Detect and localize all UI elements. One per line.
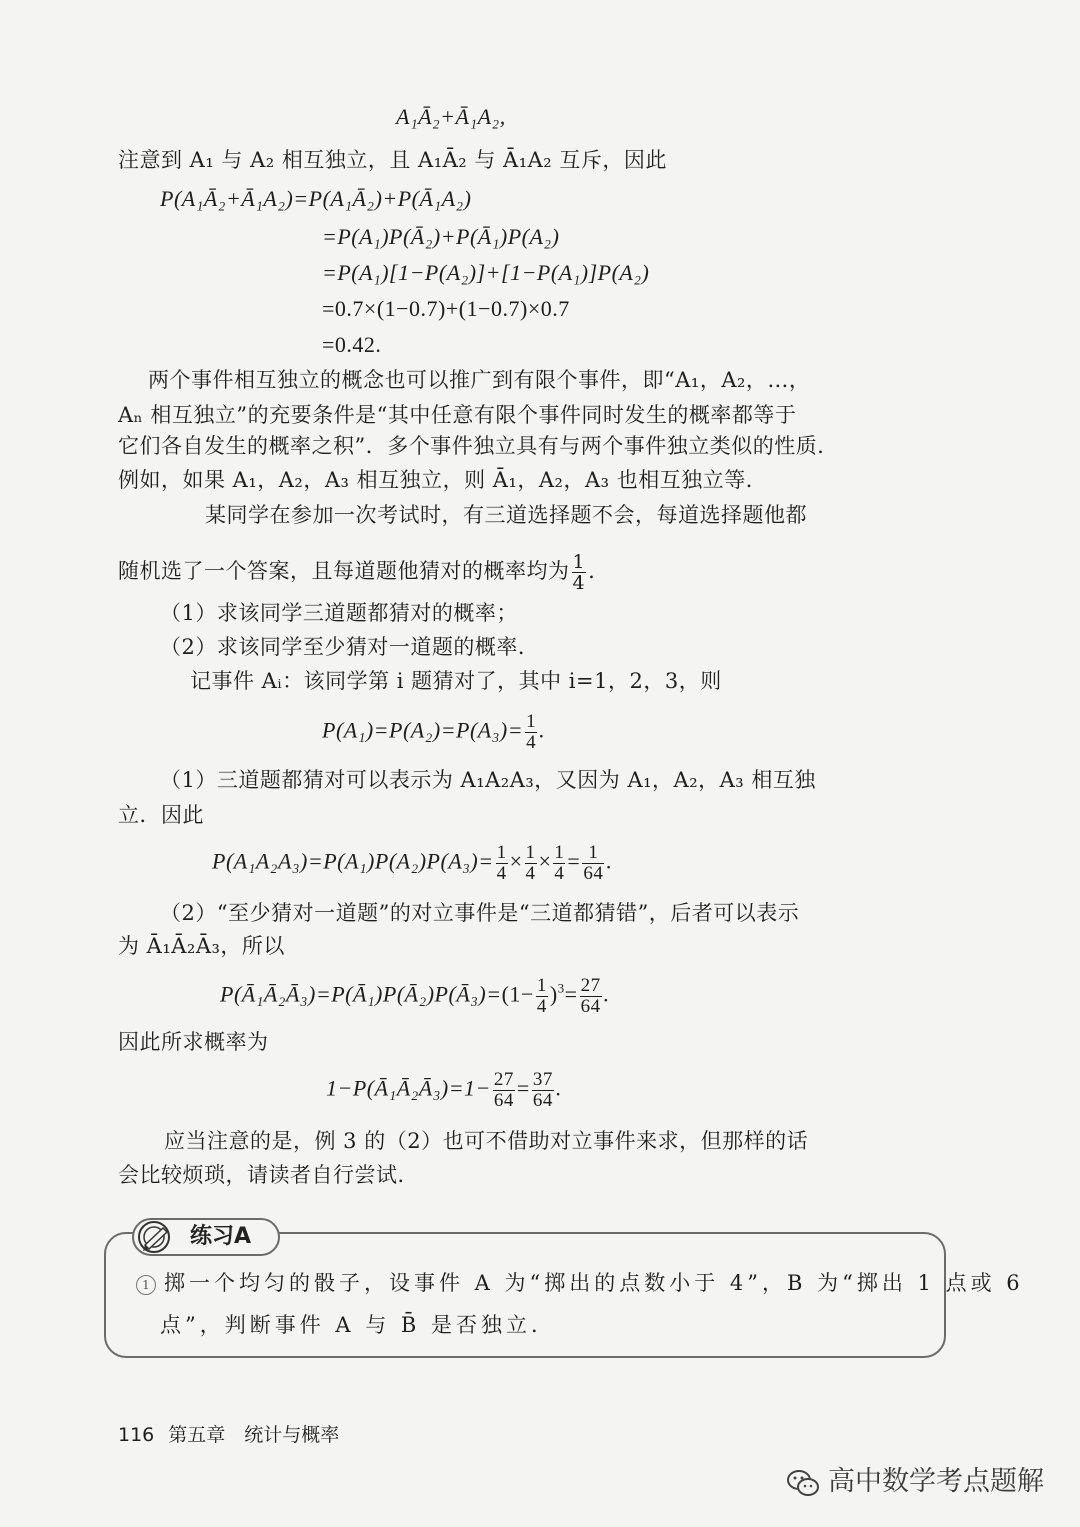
fraction-denominator: 4: [536, 996, 547, 1017]
paragraph-line: 两个事件相互独立的概念也可以推广到有限个事件，即“A₁，A₂，…，: [148, 368, 811, 392]
pencil-circle-icon: [136, 1219, 176, 1255]
chapter-title: 第五章 统计与概率: [168, 1424, 340, 1446]
fraction-denominator: 4: [554, 863, 565, 884]
math-equation-part: P(A₁)=P(A₂)=P(A₃)=: [322, 717, 524, 743]
fraction-denominator: 64: [583, 863, 604, 884]
solution-text: （2）“至少猜对一道题”的对立事件是“三道都猜错”，后者可以表示: [160, 901, 800, 925]
fraction-denominator: 4: [526, 732, 537, 753]
note-text: 会比较烦琐，请读者自行尝试．: [118, 1163, 419, 1187]
fraction: [536, 976, 548, 1017]
math-equation: P(A₁)=P(A₂)=P(A₃)= $\frac{1}{4}$ .: [322, 711, 546, 753]
question-item: （1）求该同学三道题都猜对的概率；: [160, 601, 518, 625]
example-text: 某同学在参加一次考试时，有三道选择题不会，每道选择题他都: [205, 503, 807, 527]
paragraph-line: Aₙ 相互独立”的充要条件是“其中任意有限个事件同时发生的概率都等于: [118, 403, 797, 427]
solution-text: （1）三道题都猜对可以表示为 A₁A₂A₃，又因为 A₁，A₂，A₃ 相互独: [160, 768, 816, 792]
fraction-numerator: 1: [496, 842, 507, 863]
math-equation: P(A₁Ā₂+Ā₁A₂)=P(A₁Ā₂)+P(Ā₁A₂): [160, 186, 472, 211]
math-equation-part: 1−P(Ā₁Ā₂Ā₃)=1−: [326, 1075, 491, 1101]
example-text-part: 随机选了一个答案，且每道题他猜对的概率均为: [118, 559, 570, 583]
fraction: [496, 843, 508, 884]
solution-text: 记事件 Aᵢ：该同学第 i 题猜对了，其中 i=1，2，3，则: [190, 669, 722, 693]
math-equation: =P(A₁)P(Ā₂)+P(Ā₁)P(A₂): [322, 224, 560, 249]
math-equation: 1−P(Ā₁Ā₂Ā₃)=1− $\frac{27}{64}$ = $\frac{37}{64}$ .: [326, 1069, 562, 1111]
math-equation: P(Ā₁Ā₂Ā₃)=P(Ā₁)P(Ā₂)P(Ā₃)=(1− $\frac{1}{4}$ )$^3$= $\frac{27}{64}$ .: [220, 975, 610, 1017]
fraction-denominator: 64: [580, 996, 601, 1017]
fraction: [553, 843, 565, 884]
question-number: 1: [136, 1275, 156, 1295]
solution-text: 立．因此: [118, 803, 204, 827]
fraction-numerator: 1: [554, 842, 565, 863]
example-text: 随机选了一个答案，且每道题他猜对的概率均为 $\frac{1}{4}$ .: [118, 551, 596, 594]
fraction-denominator: 4: [496, 863, 507, 884]
fraction: [572, 552, 587, 593]
watermark-text: 高中数学考点题解: [828, 1466, 1044, 1497]
exercise-line: 掷一个均匀的骰子，设事件 A 为“掷出的点数小于 4”，B 为“掷出 1 点或 6: [164, 1271, 1024, 1295]
question-item: （2）求该同学至少猜对一道题的概率．: [160, 635, 540, 659]
fraction: [493, 1070, 515, 1111]
math-equation-part: P(A₁A₂A₃)=P(A₁)P(A₂)P(A₃)=: [212, 848, 494, 874]
page-footer: [118, 1421, 339, 1449]
fraction-numerator: 27: [493, 1069, 514, 1090]
fraction-denominator: 4: [525, 863, 536, 884]
fraction-numerator: 1: [536, 975, 547, 996]
fraction-numerator: 1: [525, 842, 536, 863]
fraction-numerator: 37: [532, 1069, 553, 1090]
exponent: 3: [557, 980, 565, 996]
paragraph-line: 例如，如果 A₁，A₂，A₃ 相互独立，则 Ā₁，A₂，A₃ 也相互独立等．: [118, 468, 768, 492]
fraction-denominator: 64: [532, 1090, 553, 1111]
fraction-numerator: 1: [582, 843, 604, 864]
fraction-numerator: 1: [572, 551, 586, 573]
math-expression: A₁Ā₂+Ā₁A₂,: [396, 104, 506, 129]
math-equation: =0.42.: [322, 332, 382, 357]
fraction: [532, 1070, 554, 1111]
fraction-denominator: 64: [493, 1090, 514, 1111]
exercise-line: 点”，判断事件 A 与 B̄ 是否独立．: [160, 1313, 557, 1337]
solution-text: 为 Ā₁Ā₂Ā₃，所以: [118, 934, 285, 958]
fraction-numerator: 1: [526, 711, 537, 732]
fraction-numerator: 27: [580, 975, 601, 996]
exercise-question: [136, 1268, 1024, 1298]
math-equation: =0.7×(1−0.7)+(1−0.7)×0.7: [322, 296, 570, 321]
paragraph-line: 注意到 A₁ 与 A₂ 相互独立，且 A₁Ā₂ 与 Ā₁A₂ 互斥，因此: [118, 148, 667, 172]
page-number: 116: [118, 1424, 155, 1446]
fraction: [582, 843, 604, 884]
fraction: [525, 843, 537, 884]
fraction: [525, 712, 537, 753]
wechat-icon: [786, 1468, 820, 1498]
note-text: 应当注意的是，例 3 的（2）也可不借助对立事件来求，但那样的话: [164, 1129, 809, 1153]
paragraph-line: 它们各自发生的概率之积”．多个事件独立具有与两个事件独立类似的性质．: [118, 434, 839, 458]
math-equation: =P(A₁)[1−P(A₂)]+[1−P(A₁)]P(A₂): [322, 260, 650, 285]
math-equation: P(A₁A₂A₃)=P(A₁)P(A₂)P(A₃)= $\frac{1}{4}$ × $\frac{1}{4}$ × $\frac{1}{4}$ = $\frac{1}{64}$ .: [212, 842, 613, 884]
math-equation-part: P(Ā₁Ā₂Ā₃)=P(Ā₁)P(Ā₂)P(Ā₃)=: [220, 981, 502, 1007]
fraction: [580, 976, 602, 1017]
exercise-title: 练习A: [190, 1224, 252, 1249]
solution-text: 因此所求概率为: [118, 1030, 269, 1054]
fraction-denominator: 4: [572, 572, 586, 594]
